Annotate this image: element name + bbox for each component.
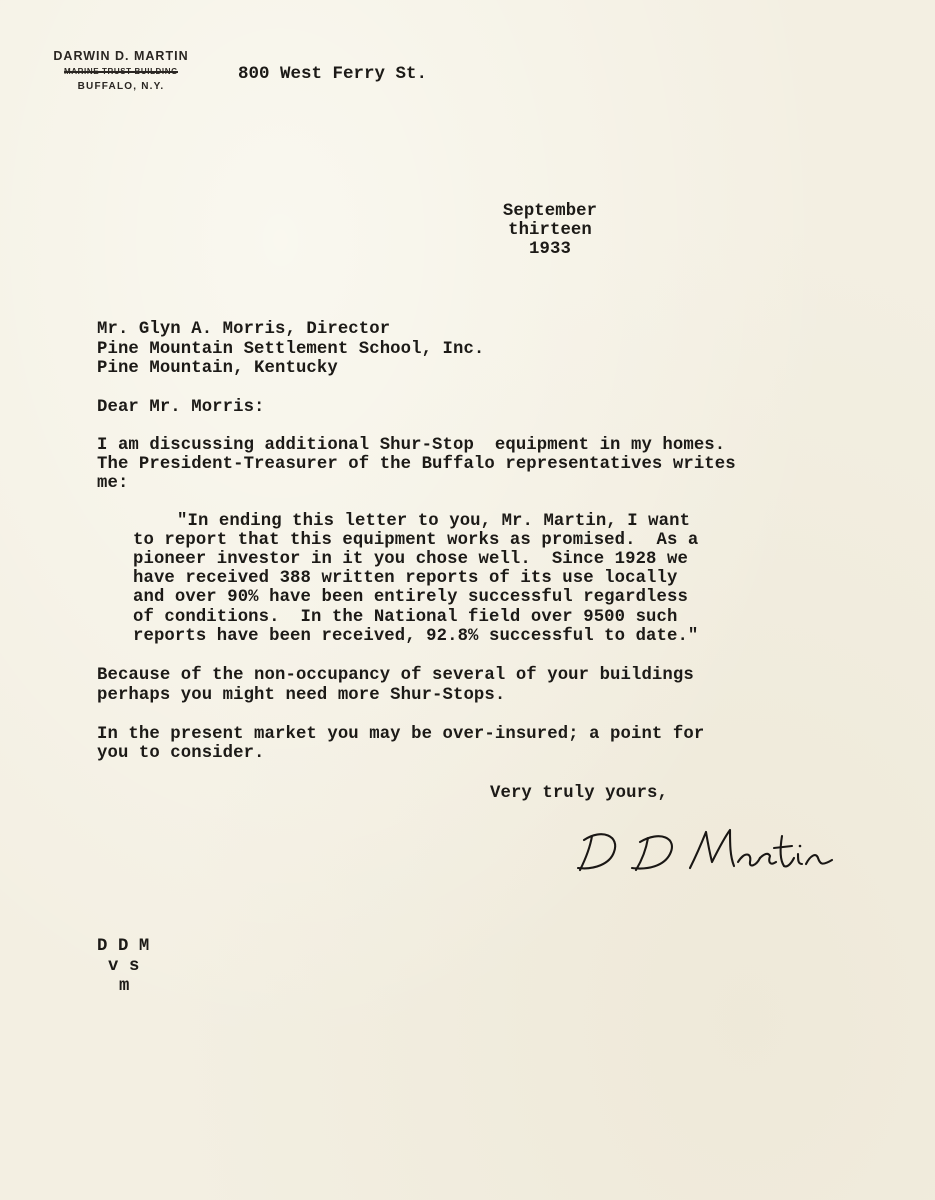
paragraph-3-line: you to consider. [97, 744, 265, 763]
handwritten-signature [570, 818, 850, 882]
quote-line: of conditions. In the National field over 9500 such [133, 608, 678, 627]
initials-line-3: m [119, 977, 130, 996]
quote-line: reports have been received, 92.8% successful to date." [133, 627, 699, 646]
closing: Very truly yours, [490, 784, 668, 803]
typed-new-address: 800 West Ferry St. [238, 64, 428, 84]
recipient-line-3: Pine Mountain, Kentucky [97, 359, 338, 378]
letterhead-old-address: MARINE TRUST BUILDING [64, 67, 178, 76]
paragraph-2-line: perhaps you might need more Shur-Stops. [97, 686, 506, 705]
paragraph-2-line: Because of the non-occupancy of several of your buildings [97, 666, 694, 685]
intro-line: me: [97, 474, 129, 493]
paragraph-3-line: In the present market you may be over-insured; a point for [97, 725, 705, 744]
recipient-line-2: Pine Mountain Settlement School, Inc. [97, 340, 485, 359]
letterhead-city: BUFFALO, N.Y. [77, 81, 165, 92]
initials-line-1: D D M [97, 937, 150, 956]
intro-line: The President-Treasurer of the Buffalo representatives writes [97, 455, 736, 474]
date-year: 1933 [529, 240, 571, 259]
initials-line-2: v s [108, 957, 140, 976]
recipient-line-1: Mr. Glyn A. Morris, Director [97, 320, 391, 339]
date-month: September [502, 202, 598, 221]
quote-line: to report that this equipment works as promised. As a [133, 531, 699, 550]
intro-line: I am discussing additional Shur-Stop equipment in my homes. [97, 436, 726, 455]
quote-line: and over 90% have been entirely successful regardless [133, 588, 688, 607]
quote-line: have received 388 written reports of its use locally [133, 569, 678, 588]
quote-line: "In ending this letter to you, Mr. Martin, I want [177, 512, 691, 531]
quote-line: pioneer investor in it you chose well. Since 1928 we [133, 550, 688, 569]
date-day: thirteen [508, 221, 592, 240]
letterhead-name: DARWIN D. MARTIN [53, 49, 189, 63]
letterhead [32, 48, 210, 94]
salutation: Dear Mr. Morris: [97, 398, 265, 417]
